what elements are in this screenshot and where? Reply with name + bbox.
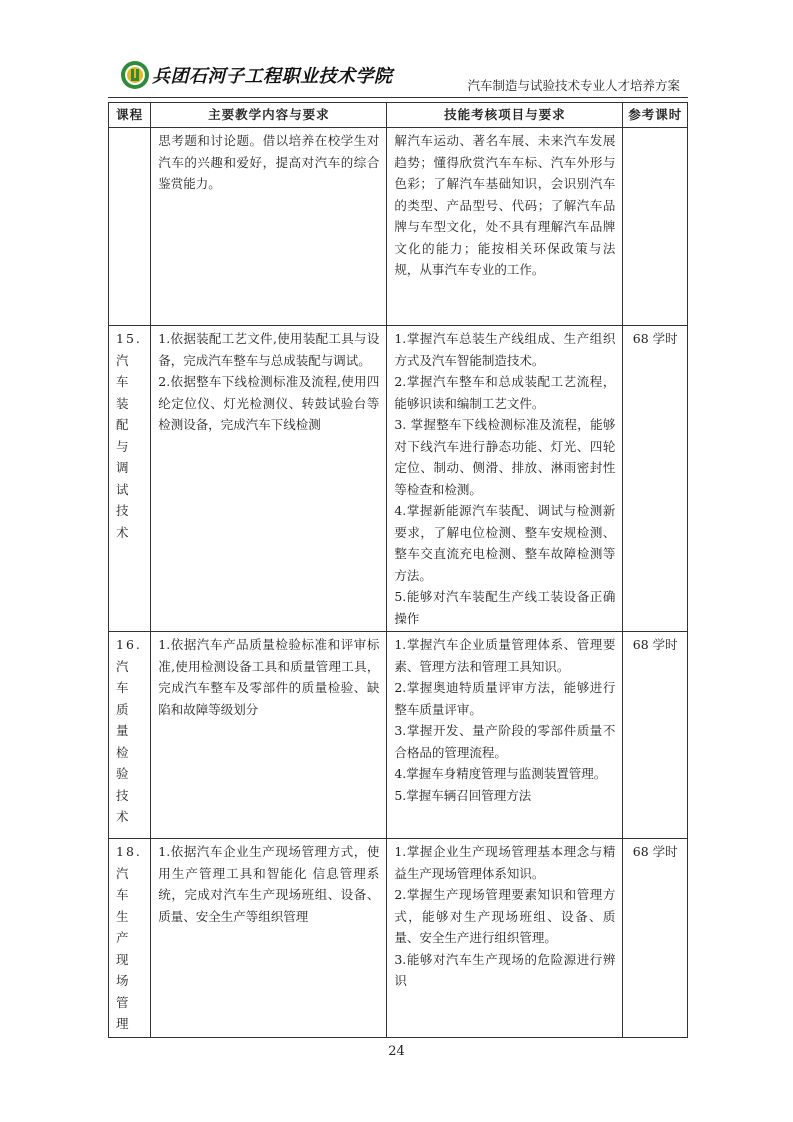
- content-cell: 思考题和讨论题。借以培养在校学生对汽车的兴趣和爱好，提高对汽车的综合鉴赏能力。: [151, 128, 387, 326]
- course-name-cell: 16. 汽车质量检验技术: [109, 632, 151, 839]
- school-logo-icon: [120, 60, 150, 90]
- content-cell: [151, 839, 387, 1038]
- skill-item: 5.能够对汽车装配生产线工装设备正确操作: [394, 589, 616, 626]
- skill-item: 5.掌握车辆召回管理方法: [394, 787, 532, 803]
- school-name: 兵团石河子工程职业技术学院: [152, 66, 393, 87]
- skill-cell: 解汽车运动、著名车展、未来汽车发展趋势；懂得欣赏汽车车标、汽车外形与色彩；了解汽车基础知识，会识别汽车的类型、产品型号、代码；了解汽车品牌与车型文化，处不具有理解汽车品牌文化的能力；能按相关环保政策与法规，从事汽车专业的工作。: [387, 128, 623, 326]
- header-skill: 技能考核项目与要求: [387, 103, 623, 128]
- course-name-cell: [109, 128, 151, 326]
- skill-cell: [387, 326, 623, 632]
- course-name-cell: 18. 汽车生产现场管理: [109, 839, 151, 1038]
- skill-item: 3. 掌握整车下线检测标准及流程，能够对下线汽车进行静态功能、灯光、四轮定位、制动、侧滑、排放、淋雨密封性等检查和检测。: [394, 417, 616, 497]
- table-header-row: [109, 103, 688, 128]
- content-item: 2.依据整车下线检测标准及流程,使用四纶定位仪、灯光检测仪、转鼓试验台等检测设备，完成汽车下线检测: [158, 374, 380, 432]
- hours-cell: 68 学时: [623, 632, 688, 839]
- table-row: [109, 839, 688, 1038]
- content-item: 1.依据汽车产品质量检验标准和评审标准,使用检测设备工具和质量管理工具，完成汽车整车及零部件的质量检验、缺陷和故障等级划分: [158, 637, 380, 717]
- content-cell: [151, 632, 387, 839]
- document-title: 汽车制造与试验技术专业人才培养方案: [467, 78, 680, 93]
- course-name-cell: 15. 汽车装配与调试技术: [109, 326, 151, 632]
- skill-item: 1.掌握企业生产现场管理基本理念与精益生产现场管理体系知识。: [394, 844, 616, 881]
- content-item: 1.依据装配工艺文件,使用装配工具与设备，完成汽车整车与总成装配与调试。: [158, 331, 380, 368]
- table-row: [109, 128, 688, 326]
- skill-item: 3.掌握开发、量产阶段的零部件质量不合格品的管理流程。: [394, 723, 616, 760]
- skill-item: 3.能够对汽车生产现场的危险源进行辨识: [394, 951, 616, 988]
- skill-cell: [387, 839, 623, 1038]
- content-cell: [151, 326, 387, 632]
- page-number: 24: [388, 1044, 405, 1059]
- page-header: [108, 54, 688, 100]
- hours-cell: 68 学时: [623, 839, 688, 1038]
- header-hours: 参考课时: [623, 103, 688, 128]
- skill-item: 1.掌握汽车总装生产线组成、生产组织方式及汽车智能制造技术。: [394, 331, 616, 368]
- content-item: 1.依据汽车企业生产现场管理方式，使用生产管理工具和智能化 信息管理系统，完成对汽车生产现场班组、设备、质量、安全生产等组织管理: [158, 844, 380, 924]
- table-row: [109, 632, 688, 839]
- header-content: 主要教学内容与要求: [151, 103, 387, 128]
- header-divider: [108, 97, 688, 98]
- skill-item: 4.掌握新能源汽车装配、调试与检测新要求，了解电位检测、整车安规检测、整车交直流充电检测、整车故障检测等方法。: [394, 503, 616, 583]
- skill-item: 2.掌握奥迪特质量评审方法，能够进行整车质量评审。: [394, 680, 616, 717]
- hours-cell: 68 学时: [623, 326, 688, 632]
- skill-item: 2.掌握生产现场管理要素知识和管理方式，能够对生产现场班组、设备、质量、安全生产进行组织管理。: [394, 887, 616, 945]
- table-row: [109, 326, 688, 632]
- header-course: 课程: [109, 103, 151, 128]
- skill-item: 2.掌握汽车整车和总成装配工艺流程，能够识读和编制工艺文件。: [394, 374, 616, 411]
- course-table: [108, 102, 688, 1038]
- hours-cell: [623, 128, 688, 326]
- skill-cell: [387, 632, 623, 839]
- skill-item: 4.掌握车身精度管理与监测装置管理。: [394, 766, 607, 781]
- skill-item: 1.掌握汽车企业质量管理体系、管理要素、管理方法和管理工具知识。: [394, 637, 616, 674]
